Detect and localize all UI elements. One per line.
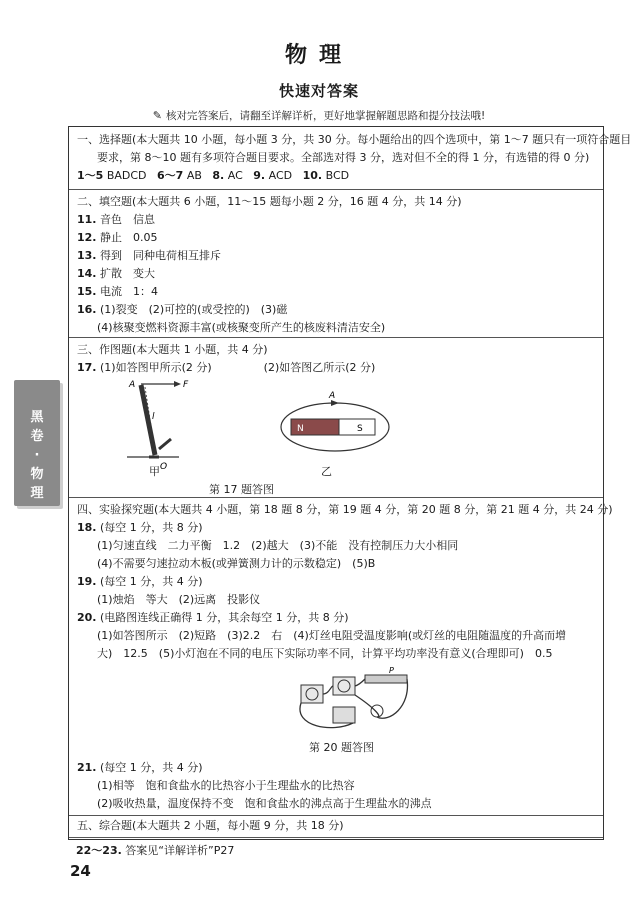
list-item: (4)核聚变燃料资源丰富(或核聚变所产生的核废料清洁安全) bbox=[97, 321, 386, 334]
list-item: (1)相等 饱和食盐水的比热容小于生理盐水的比热容 bbox=[97, 779, 355, 792]
divider bbox=[69, 497, 603, 498]
side-tab-char: 卷 bbox=[30, 429, 44, 444]
list-item: 17. (1)如答图甲所示(2 分) (2)如答图乙所示(2 分) bbox=[77, 361, 376, 374]
list-item: (4)不需要匀速拉动木板(或弹簧测力计的示数稳定) (5)B bbox=[97, 557, 376, 570]
list-item: 21. (每空 1 分，共 4 分) bbox=[77, 761, 203, 774]
section-heading: 二、填空题(本大题共 6 小题，11～15 题每小题 2 分，16 题 4 分，共 14 分) bbox=[77, 195, 462, 208]
list-item: 19. (每空 1 分，共 4 分) bbox=[77, 575, 203, 588]
list-item: 14. 扩散 变大 bbox=[77, 267, 155, 280]
label-p: P bbox=[389, 667, 394, 675]
list-item: (1)如答图所示 (2)短路 (3)2.2 右 (4)灯丝电阻受温度影响(或灯丝的电阻随温度的升高而增 bbox=[97, 629, 567, 642]
list-item: 大) 12.5 (5)小灯泡在不同的电压下实际功率不同，计算平均功率没有意义(合理即可) 0.5 bbox=[97, 647, 553, 660]
section-experiment-cont bbox=[69, 759, 603, 813]
hint-note-text: 核对完答案后，请翻至详解详析，更好地掌握解题思路和提分技法哦! bbox=[166, 110, 486, 122]
list-item: 20. (电路图连线正确得 1 分，其余每空 1 分，共 8 分) bbox=[77, 611, 349, 624]
list-item: 13. 得到 同种电荷相互排斥 bbox=[77, 249, 221, 262]
label-o: O bbox=[160, 462, 168, 472]
section-heading-cont: 要求，第 8～10 题有多项符合题目要求。全部选对得 3 分，选对但不全的得 1 分，有选错的得 0 分) bbox=[97, 151, 590, 164]
side-tab bbox=[14, 380, 60, 506]
section-choice bbox=[69, 131, 632, 185]
label-a: A bbox=[129, 380, 136, 390]
divider bbox=[69, 337, 603, 338]
label-f: F bbox=[183, 380, 189, 390]
section-drawing bbox=[69, 341, 603, 377]
figure-lever bbox=[119, 373, 199, 473]
list-item: (2)吸收热量，温度保持不变 饱和食盐水的沸点高于生理盐水的沸点 bbox=[97, 797, 432, 810]
list-item: 11. 音色 信息 bbox=[77, 213, 155, 226]
divider bbox=[69, 189, 603, 190]
pen-icon: ✎ bbox=[152, 109, 162, 122]
side-tab-char: 物 bbox=[30, 467, 44, 482]
page-number: 24 bbox=[70, 862, 91, 880]
list-item: (1)烛焰 等大 (2)远离 投影仪 bbox=[97, 593, 261, 606]
page-title: 物理 bbox=[284, 42, 353, 68]
figure-circuit bbox=[293, 667, 413, 737]
bulb bbox=[371, 705, 383, 717]
figure-caption: 第 20 题答图 bbox=[309, 741, 374, 754]
figure-label: 乙 bbox=[321, 465, 332, 478]
choice-answers: 1～5 BADCD 6～7 AB 8. AC 9. ACD 10. BCD bbox=[77, 169, 350, 182]
page-subtitle: 快速对答案 bbox=[278, 82, 359, 100]
list-item: 16. (1)裂变 (2)可控的(或受控的) (3)磁 bbox=[77, 303, 288, 316]
label-s: S bbox=[357, 424, 363, 434]
list-item: (1)匀速直线 二力平衡 1.2 (2)越大 (3)不能 没有控制压力大小相同 bbox=[97, 539, 459, 552]
label-a: A bbox=[329, 391, 336, 401]
section-heading: 一、选择题(本大题共 10 小题，每小题 3 分，共 30 分。每小题给出的四个选项中，第 1～7 题只有一项符合题目 bbox=[77, 133, 632, 146]
figure-label: 甲 bbox=[149, 465, 160, 478]
section-heading: 五、综合题(本大题共 2 小题，每小题 9 分，共 18 分) bbox=[77, 819, 344, 832]
section-heading: 三、作图题(本大题共 1 小题，共 4 分) bbox=[77, 343, 268, 356]
arrow-head bbox=[174, 381, 181, 387]
divider bbox=[69, 837, 603, 838]
rheostat bbox=[365, 675, 407, 683]
label-l: l bbox=[152, 412, 155, 422]
list-item: 18. (每空 1 分，共 8 分) bbox=[77, 521, 203, 534]
hint-note bbox=[0, 108, 638, 123]
section-comprehensive-answer bbox=[76, 842, 234, 860]
figure-caption: 第 17 题答图 bbox=[209, 483, 274, 496]
answer-table bbox=[68, 126, 632, 840]
side-tab-char: 黑 bbox=[30, 410, 44, 425]
section-fill bbox=[69, 193, 603, 337]
list-item: 22～23. 答案见“详解详析”P27 bbox=[76, 844, 235, 857]
side-tab-char: 理 bbox=[30, 486, 44, 501]
battery bbox=[333, 707, 355, 723]
lever-foot bbox=[159, 439, 171, 449]
section-comprehensive bbox=[69, 817, 603, 835]
section-experiment bbox=[69, 501, 613, 663]
side-tab-char: · bbox=[34, 448, 40, 463]
figure-magnet bbox=[277, 389, 397, 459]
label-n: N bbox=[297, 424, 304, 434]
list-item: 15. 电流 1：4 bbox=[77, 285, 158, 298]
list-item: 12. 静止 0.05 bbox=[77, 231, 158, 244]
section-heading: 四、实验探究题(本大题共 4 小题，第 18 题 8 分，第 19 题 4 分，第 20 题 8 分，第 21 题 4 分，共 24 分) bbox=[77, 503, 613, 516]
divider bbox=[69, 815, 603, 816]
